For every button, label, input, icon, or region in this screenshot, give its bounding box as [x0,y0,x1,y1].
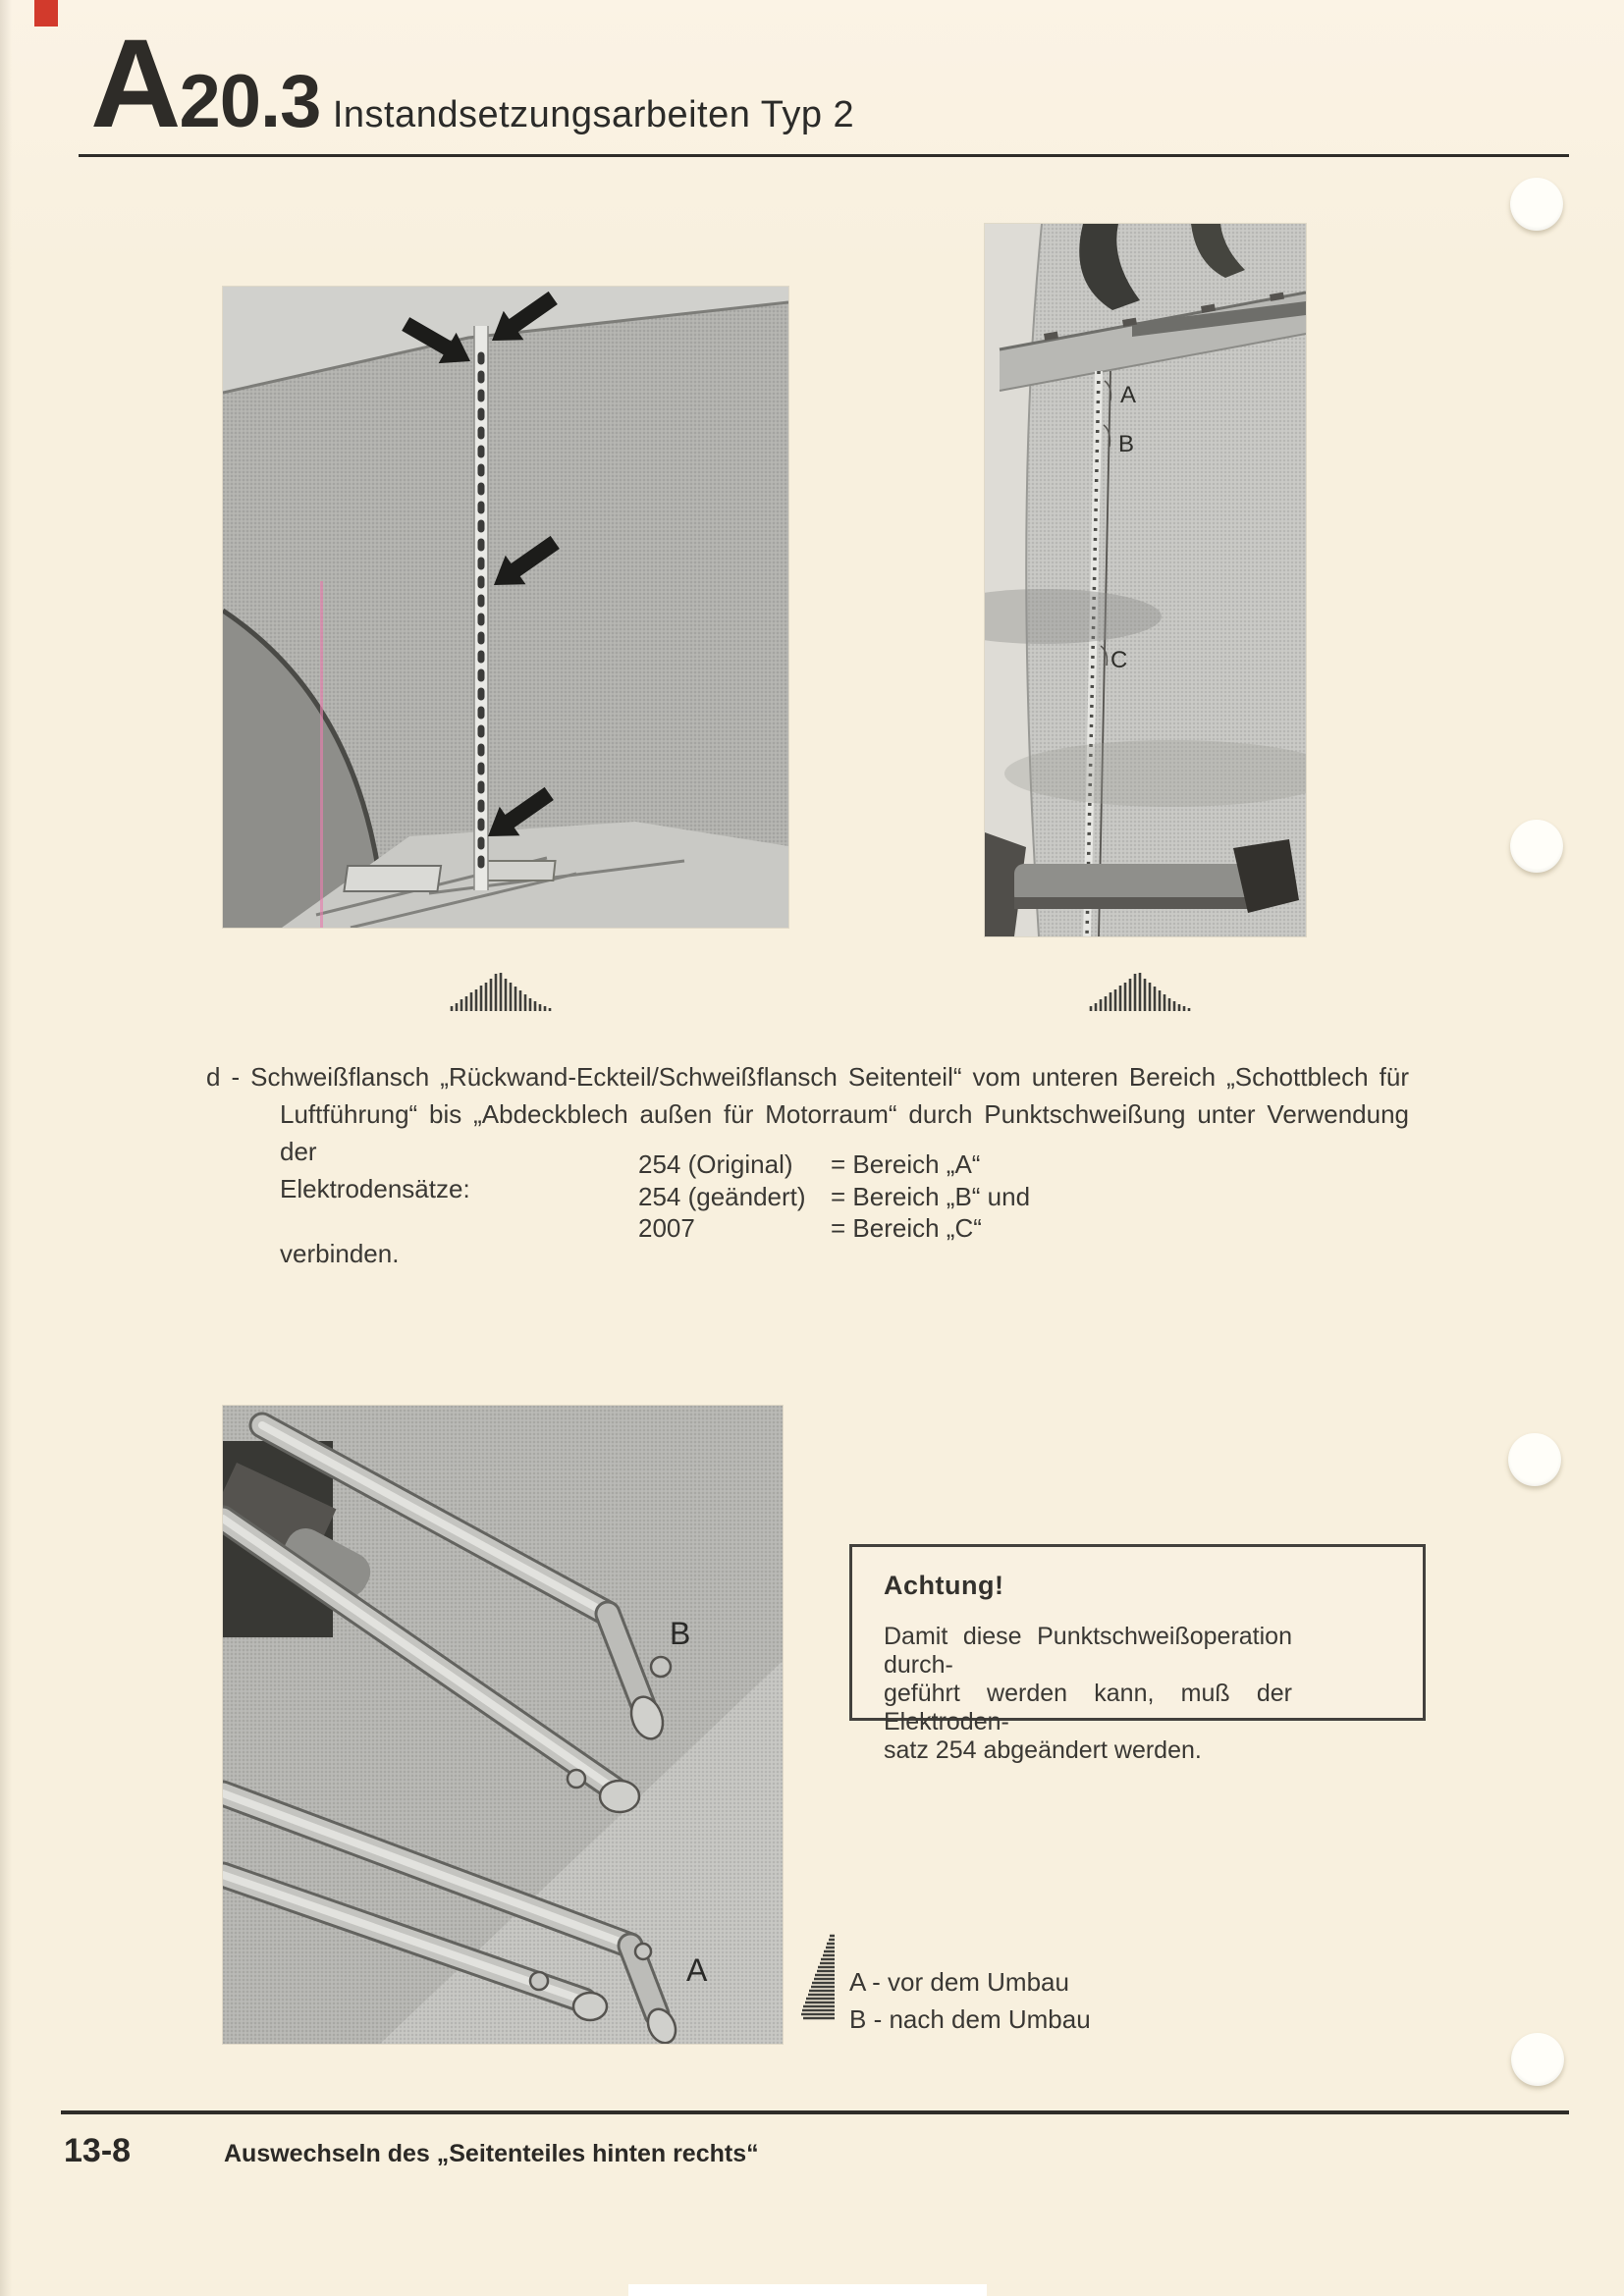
electrode-set-row [638,1148,1030,1181]
seam-label-b: B [1118,431,1135,457]
electrode-set-area: = Bereich „B“ und [831,1181,1031,1211]
attention-line: Damit diese Punktschweißoperation durch- [884,1623,1292,1679]
scan-color-artifact [320,581,323,928]
page-edge-shadow [0,0,12,2296]
attention-line: satz 254 abgeändert werden. [884,1736,1202,1764]
electrode-set-area: = Bereich „A“ [831,1149,981,1179]
legend [849,1963,1091,2038]
footer-title: Auswechseln des „Seitenteiles hinten rechts“ [224,2140,759,2167]
electrode-set-list [638,1148,1030,1245]
punch-hole [1508,1433,1561,1486]
section-code-number: 20.3 [179,60,321,143]
divider-triangle-left-icon [449,970,559,1018]
electrode-set-row [638,1212,1030,1245]
footer-page-number: 13-8 [64,2132,132,2169]
section-code-letter: A [90,14,180,154]
section-header [90,14,855,154]
electrode-set-name: 254 (geändert) [638,1181,806,1211]
electrode-label-b: B [670,1616,691,1651]
legend-triangle-icon [797,1932,837,2027]
flange-arrows-photo-art [223,287,788,928]
punch-hole [1510,820,1563,873]
red-index-mark [34,0,58,27]
attention-box [849,1544,1426,1764]
legend-item: B - nach dem Umbau [849,2004,1091,2034]
divider-triangle-right-icon [1088,970,1198,1018]
instruction-line: Luftführung“ bis „Abdeckblech außen für Motorraum“ durch Punktschweißung unter Verwendung der [280,1099,1409,1166]
electrode-set-area: = Bereich „C“ [831,1213,982,1243]
electrode-set-name: 2007 [638,1213,695,1243]
scan-artifact-strip [628,2284,987,2296]
instruction-line: Elektrodensätze: [280,1174,470,1203]
attention-line: geführt werden kann, muß der Elektroden- [884,1680,1292,1735]
electrode-set-row [638,1181,1030,1213]
electrode-set-name: 254 (Original) [638,1149,793,1179]
attention-title: Achtung! [884,1571,1004,1600]
header-rule [79,154,1569,157]
seam-label-a: A [1120,382,1137,408]
attention-body [884,1623,1292,1765]
rear-seam-photo [985,224,1306,936]
footer-rule [61,2110,1569,2114]
legend-item: A - vor dem Umbau [849,1967,1069,1997]
rear-seam-photo-art [985,224,1306,936]
electrode-arms-photo-art [223,1406,783,2044]
seam-label-c: C [1110,647,1128,673]
punch-hole [1511,2033,1564,2086]
punch-hole [1510,178,1563,231]
electrode-arms-photo [223,1406,783,2044]
flange-arrows-photo [223,287,788,928]
electrode-label-a: A [686,1952,708,1988]
section-title: Instandsetzungsarbeiten Typ 2 [332,94,855,135]
instruction-closing: verbinden. [280,1239,400,1268]
instruction-line: d - Schweißflansch „Rückwand-Eckteil/Schweißflansch Seitenteil“ vom unteren Bereich „Schottblech für [206,1062,1409,1092]
